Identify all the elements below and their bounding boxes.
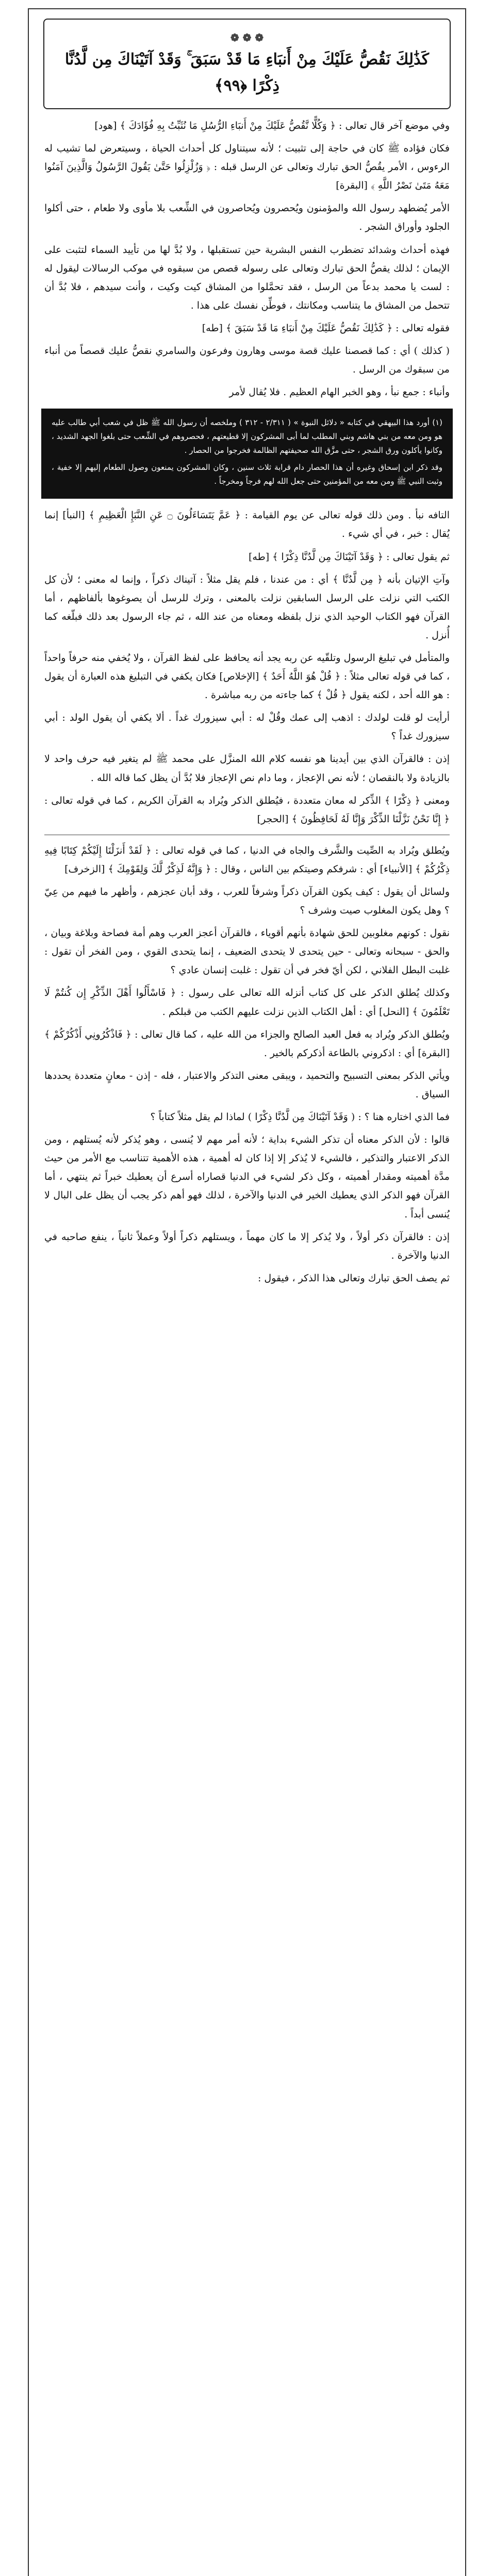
section-2 bbox=[29, 506, 465, 828]
page-frame bbox=[28, 8, 466, 2576]
paragraph: ثم يصف الحق تبارك وتعالى هذا الذكر ، فيقول : bbox=[257, 1272, 450, 1284]
paragraph: نقول : كونهم مغلوبين للحق شهادة بأنهم أقوياء ، فالقرآن أعجز العرب وهم أمة فصاحة وبلاغة وبيان ، والحق - سبحانه وتعالى - حين يتحدى لا يتحدى الضعيف ، إنما يتحدى القوي ، ومن الفخر أن تقول : غلبت البطل الفلاني ، لكن أيّ فخر في أن تقول : غلبت إنسان عادي ؟ bbox=[44, 927, 450, 976]
paragraph: ولسائل أن يقول : كيف يكون القرآن ذكراً وشرفاً للعرب ، وقد أبان عجزهم ، وأظهر ما فيهم من عِيّ ؟ وهل يكون المغلوب صيت وشرف ؟ bbox=[44, 886, 450, 917]
paragraph: وأنباء : جمع نبأ ، وهو الخبر الهام العظيم . فلا يُقال لأمر bbox=[229, 386, 450, 398]
paragraph: ويأتي الذكر بمعنى التسبيح والتحميد ، ويبقى معنى التذكر والاعتبار ، فله - إذن - معانٍ متعددة يحددها السياق . bbox=[44, 1070, 450, 1100]
paragraph: الأمر يُضطهد رسول الله والمؤمنون ويُحصرون ويُحاصرون في الشِّعب بلا مأوى ولا طعام ، حتى أكلوا الجلود وأوراق الشجر . bbox=[44, 202, 450, 233]
header-verse: كَذَٰلِكَ نَقُصُّ عَلَيْكَ مِنْ أَنبَاءِ مَا قَدْ سَبَقَ ۚ وَقَدْ آتَيْنَاكَ مِن لَّدُنَّا ذِكْرًا ﴿٩٩﴾ bbox=[64, 50, 430, 95]
ornament-icon: ❁ ❁ ❁ bbox=[230, 31, 264, 44]
header-verse-banner bbox=[43, 19, 451, 109]
section-3 bbox=[29, 841, 465, 1287]
paragraph: وكذلك يُطلق الذكر على كل كتاب أنزله الله تعالى على رسول : ﴿ فَاسْأَلُوا أَهْلَ الذِّكْرِ إِن كُنتُمْ لَا تَعْلَمُونَ ﴾ [النحل] أي : أهل الكتاب الذين نزلت عليهم الكتب من قبلكم . bbox=[44, 987, 450, 1018]
paragraph: ( كذلك ) أي : كما قصصنا عليك قصة موسى وهارون وفرعون والسامري نقصُّ عليك قصصاً من أنباء من سبقوك من الرسل . bbox=[44, 345, 450, 376]
section-1 bbox=[29, 116, 465, 401]
paragraph: قالوا : لأن الذكر معناه أن تذكر الشيء بداية ؛ لأنه أمر مهم لا يُنسى ، وهو يُذكر لأنه يُستلهم ، ومن الذكر الاعتبار والتذكير ، فالشيء لا يُذكر إلا إذا كان له أهمية ، هذه الأهمية تتناسب مع الأمر من حيث مدَّة أهميته ومقدار أهميته ، وكل ذكر لشيء في الدنيا قصاراه أسرع أن يعطيك خبراً ثم ينتهي ، أما القرآن فهو الذكر الذي يعطيك الخير في الدنيا والآخرة ، لذلك فهو أهم ذكر يجب أن يظل على البال لا يُنسى أبداً . bbox=[44, 1134, 450, 1220]
paragraph: ويُطلق ويُراد به الصِّيت والشَّرف والجاه في الدنيا ، كما في قوله تعالى : ﴿ لَقَدْ أَنزَلْنَا إِلَيْكُمْ كِتَابًا فِيهِ ذِكْرُكُمْ ﴾ [الأنبياء] أي : شرفكم وصيتكم بين الناس ، وقال : ﴿ وَإِنَّهُ لَذِكْرٌ لَّكَ وَلِقَوْمِكَ ﴾ [الزخرف] bbox=[44, 844, 450, 875]
paragraph: التافه نبأ . ومن ذلك قوله تعالى عن يوم القيامة : ﴿ عَمَّ يَتَسَاءَلُونَ ۝ عَنِ النَّبَإِ الْعَظِيمِ ﴾ [النبأ] إنما يُقال : خبر ، في أي شيء . bbox=[44, 510, 450, 540]
paragraph: أرأيت لو قلت لولدك : اذهب إلى عمك وقُلْ له : أبي سيزورك غداً . ألا يكفي أن يقول الولد : أبي سيزورك غداً ؟ bbox=[44, 712, 450, 742]
paragraph: فكان فؤاده ﷺ كان في حاجة إلى تثبيت ؛ لأنه سيتناول كل أحداث الحياة ، وسيتعرض لما تشيب له الرءوس ، الأمر يقُصُّ الحق تبارك وتعالى عن الرسل قبله : ﴿ وَزُلْزِلُوا حَتَّىٰ يَقُولَ الرَّسُولُ وَالَّذِينَ آمَنُوا مَعَهُ مَتَىٰ نَصْرُ اللَّهِ ﴾ [البقرة] bbox=[44, 143, 450, 192]
footnote-text: (١) أورد هذا البيهقي في كتابه « دلائل النبوة » ( ٢/٣١١ - ٣١٢ ) وملخصه أن رسول الله ﷺ ظل في شعب أبي طالب عليه هو ومن معه من بني هاشم وبني المطلب لما أبى المشركون إلا قطيعتهم ، فحصروهم في الشِّعب حتى بلغوا الجهد الشديد ، وكانوا يأكلون ورق الشجر ، حتى مزَّق الله صحيفتهم الظالمة فخرجوا من الحصار . bbox=[52, 418, 443, 455]
paragraph: والمتأمل في تبليغ الرسول وتلقّيه عن ربه يجد أنه يحافظ على لفظ القرآن ، ولا يُخفي منه حرفاً واحداً ، كما في قوله تعالى مثلاً : ﴿ قُلْ هُوَ اللَّهُ أَحَدٌ ﴾ [الإخلاص] فكان يكفي في التبليغ هذه العبارة أن يقول : هو الله أحد ، لكنه يقول ﴿ قُلْ ﴾ كما جاءته من ربه مباشرة . bbox=[44, 652, 450, 701]
paragraph: وآتِ الإتيان بأنه ﴿ مِن لَّدُنَّا ﴾ أي : من عندنا ، فلم يقل مثلاً : آتيناك ذكراً ، وإنما له معنى ؛ لأن كل الكتب التي نزلت على الرسل السابقين نزلت بالمعنى ، وترك للرسل أن يصوغوها بألفاظهم ، أما القرآن فهو الكتاب الوحيد الذي نزل بلفظه ومعناه من عند الله ، ثم جاء الرسول بعد ذلك فبلّغه كما أُنزل . bbox=[44, 573, 450, 641]
paragraph: ثم يقول تعالى : ﴿ وَقَدْ آتَيْنَاكَ مِن لَّدُنَّا ذِكْرًا ﴾ [طه] bbox=[248, 551, 450, 563]
paragraph: ويُطلق الذكر ويُراد به فعل العبد الصالح والجزاء من الله عليه ، كما قال تعالى : ﴿ فَاذْكُرُونِي أَذْكُرْكُمْ ﴾ [البقرة] أي : اذكروني بالطاعة أذكركم بالخير . bbox=[44, 1028, 450, 1059]
paragraph: إذن : فالقرآن ذكر أولاً ، ولا يُذكر إلا ما كان مهماً ، ويستلهم ذكراً أولاً وعملاً ثانياً ، ينفع صاحبه في الدنيا والآخرة . bbox=[44, 1231, 450, 1261]
paragraph: فقوله تعالى : ﴿ كَذَٰلِكَ نَقُصُّ عَلَيْكَ مِنْ أَنبَاءِ مَا قَدْ سَبَقَ ﴾ [طه] bbox=[202, 322, 450, 334]
paragraph: وفي موضع آخر قال تعالى : ﴿ وَكُلًّا نَّقُصُّ عَلَيْكَ مِنْ أَنبَاءِ الرُّسُلِ مَا نُثَبِّتُ بِهِ فُؤَادَكَ ﴾ [هود] bbox=[94, 120, 450, 131]
content-area bbox=[29, 9, 465, 2576]
paragraph: فهذه أحداث وشدائد تضطرب النفس البشرية حين تستقبلها ، ولا بُدَّ لها من تأييد السماء لتثبت على الإيمان ؛ لذلك يقصُّ الحق تبارك وتعالى على رسوله قصص من سبقوه في موكب الرسالات ليقول له : لست يا محمد بدعاً من الرسل ، فقد تحمَّلوا من المشاق كيت وكيت ، وأنت سيدهم ، فلا بُدَّ أن تتحمل من المشاق ما يتناسب ومكانتك ، فوطِّن نفسك على هذا . bbox=[44, 244, 450, 311]
paragraph: إذن : فالقرآن الذي بين أيدينا هو نفسه كلام الله المنزَّل على محمد ﷺ لم يتغير فيه حرف واحد لا بالزيادة ولا بالنقصان ؛ لأنه نص الإعجاز ، وما دام نص الإعجاز فلا بُدَّ أن يظل كما قاله الله . bbox=[44, 753, 450, 784]
paragraph: فما الذي اختاره هنا ؟ : ( وَقَدْ آتَيْنَاكَ مِن لَّدُنَّا ذِكْرًا ) لماذا لم يقل مثلاً كتاباً ؟ bbox=[150, 1111, 450, 1123]
footnote-text: وقد ذكر ابن إسحاق وغيره أن هذا الحصار دام قرابة ثلاث سنين ، وكان المشركون يمنعون وصول الطعام إليهم إلا خفية ، وثبت النبي ﷺ ومن معه من المؤمنين حتى جعل الله لهم فرجاً ومخرجاً . bbox=[52, 463, 442, 486]
footnote-block bbox=[41, 409, 453, 499]
paragraph: ومعنى ﴿ ذِكْرًا ﴾ الذِّكر له معان متعددة ، فيُطلق الذكر ويُراد به القرآن الكريم ، كما في قوله تعالى : ﴿ إِنَّا نَحْنُ نَزَّلْنَا الذِّكْرَ وَإِنَّا لَهُ لَحَافِظُونَ ﴾ [الحجر] bbox=[44, 794, 450, 825]
